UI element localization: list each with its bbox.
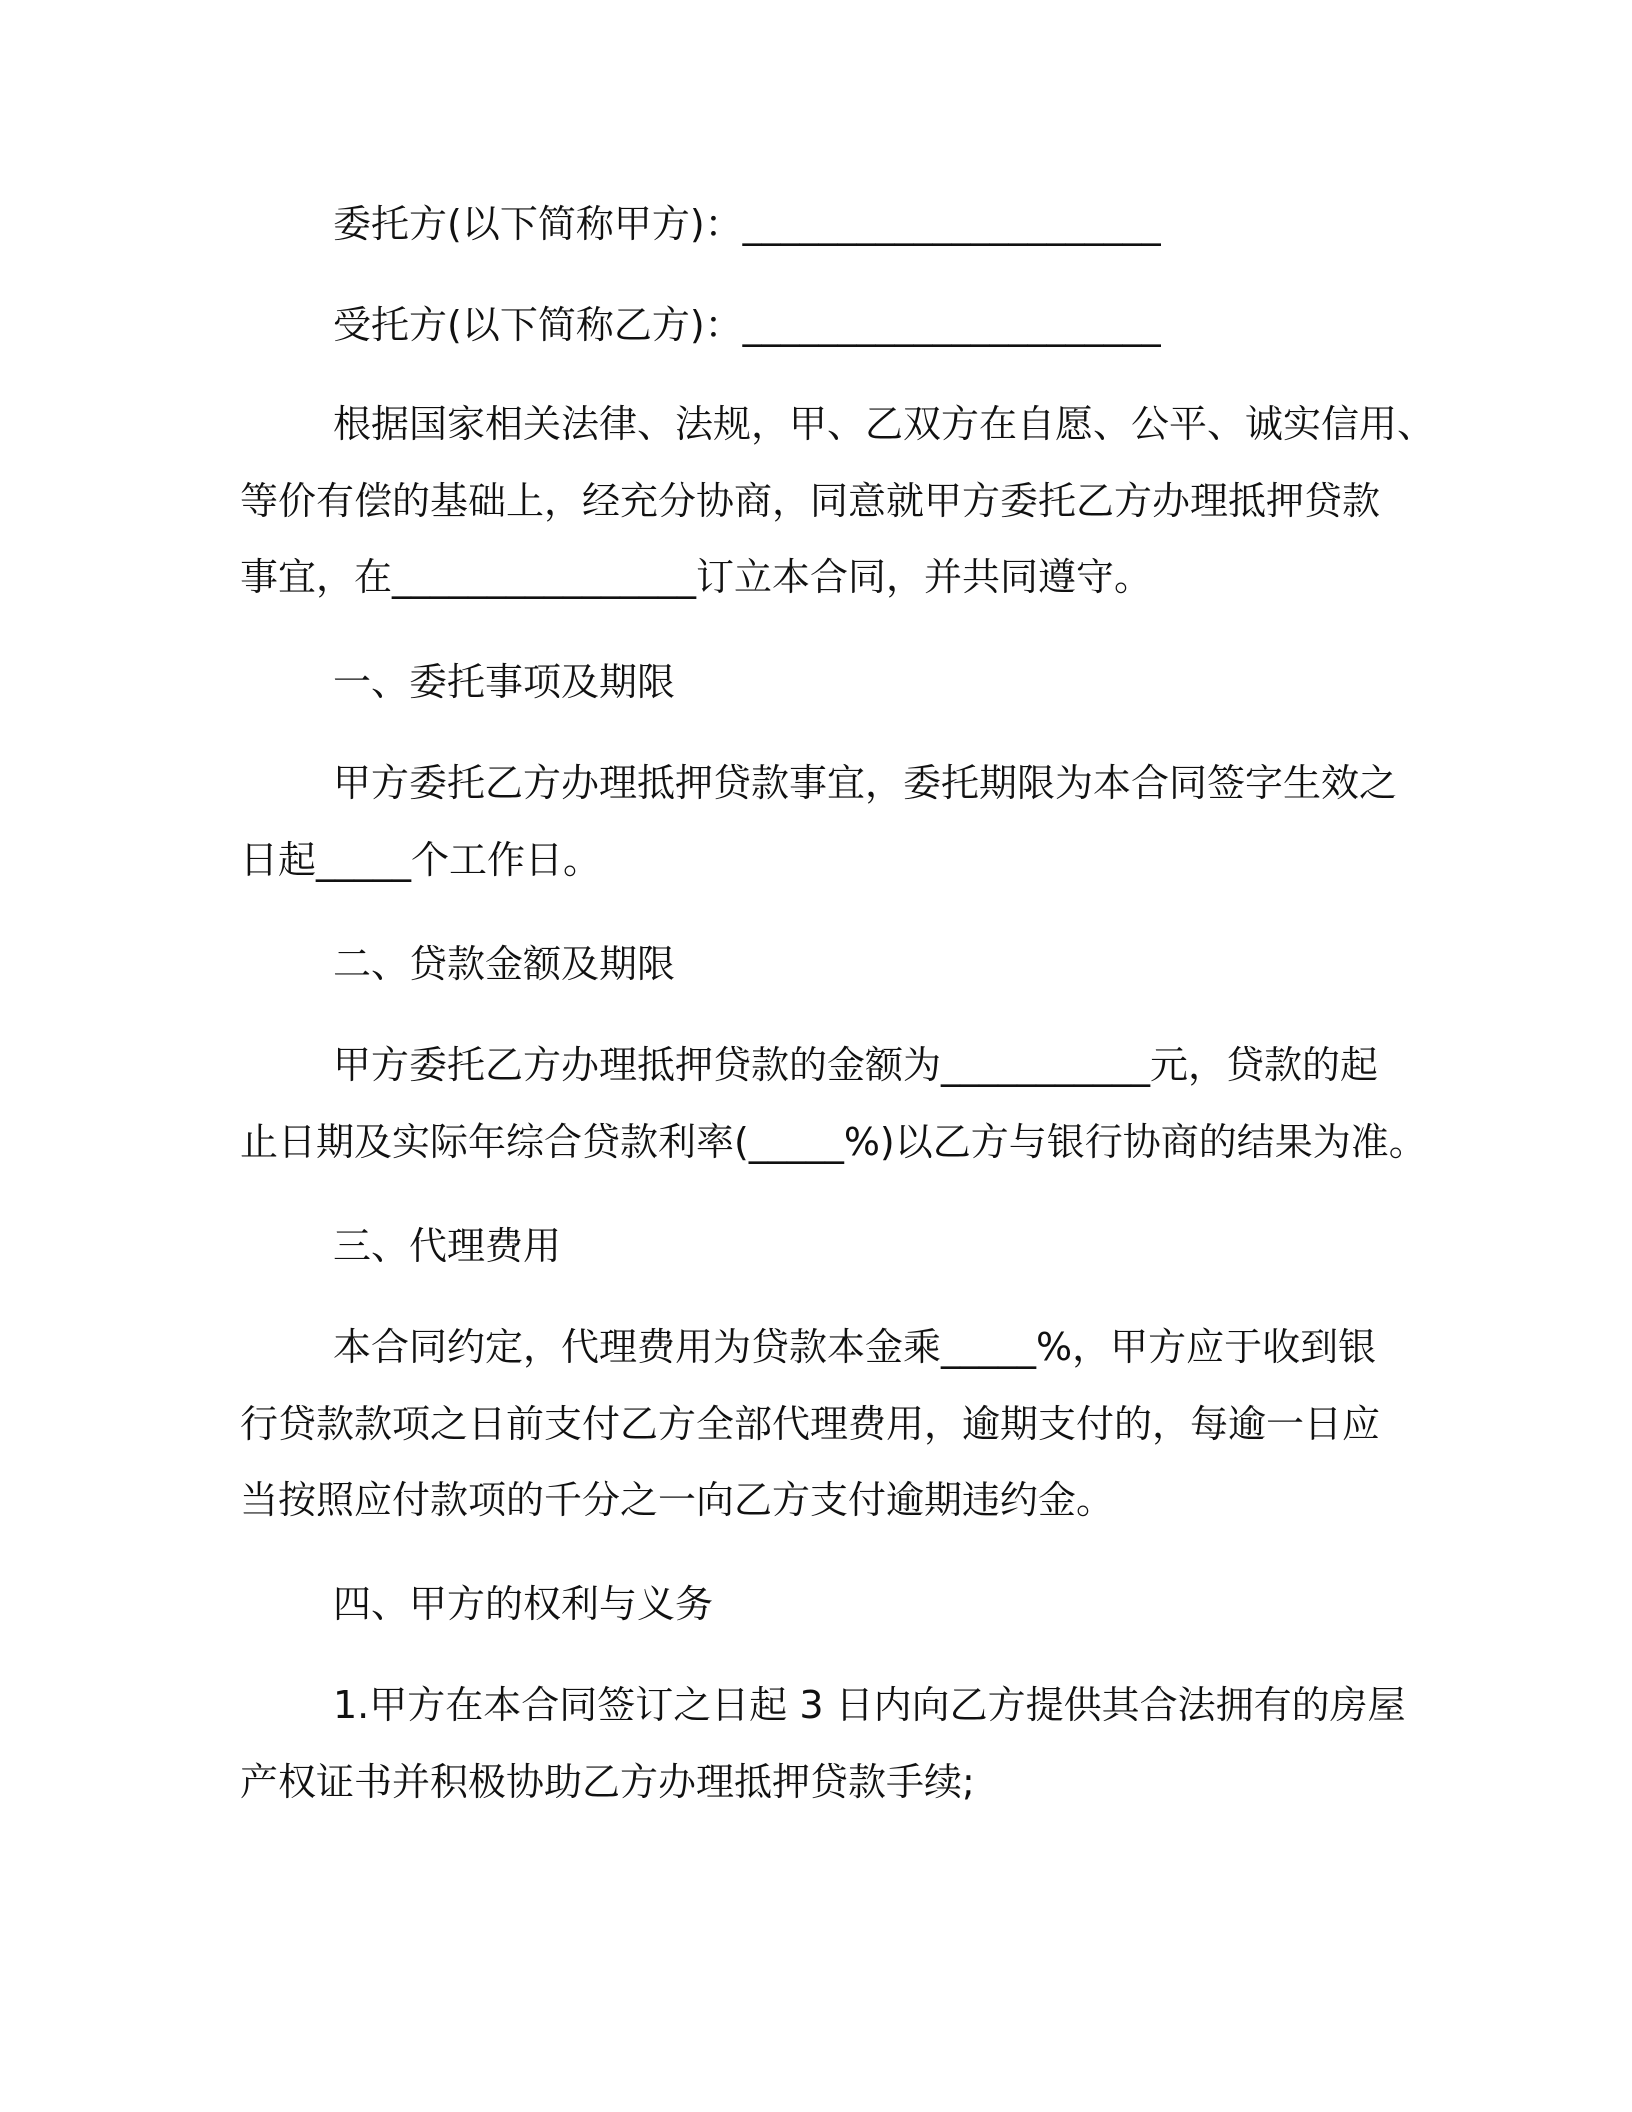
section-heading-4: 四、甲方的权利与义务 xyxy=(333,1582,714,1626)
section-heading-2: 二、贷款金额及期限 xyxy=(333,942,676,986)
section-1-line-2: 日起_____个工作日。 xyxy=(240,838,602,882)
section-1-line-1: 甲方委托乙方办理抵押贷款事宜，委托期限为本合同签字生效之 xyxy=(333,761,1398,805)
section-3-line-3: 当按照应付款项的千分之一向乙方支付逾期违约金。 xyxy=(240,1478,1115,1522)
section-heading-1: 一、委托事项及期限 xyxy=(333,660,676,704)
section-4-line-2: 产权证书并积极协助乙方办理抵押贷款手续; xyxy=(240,1760,975,1804)
section-4-line-1: 1.甲方在本合同签订之日起 3 日内向乙方提供其合法拥有的房屋 xyxy=(333,1683,1406,1727)
section-heading-3: 三、代理费用 xyxy=(333,1224,562,1268)
section-3-line-2: 行贷款款项之日前支付乙方全部代理费用，逾期支付的，每逾一日应 xyxy=(240,1402,1381,1446)
section-2-line-2: 止日期及实际年综合贷款利率(_____%)以乙方与银行协商的结果为准。 xyxy=(240,1120,1427,1164)
section-3-line-1: 本合同约定，代理费用为贷款本金乘_____%，甲方应于收到银 xyxy=(333,1325,1377,1369)
preamble-line-2: 等价有偿的基础上，经充分协商，同意就甲方委托乙方办理抵押贷款 xyxy=(240,479,1381,523)
preamble-line-1: 根据国家相关法律、法规，甲、乙双方在自愿、公平、诚实信用、 xyxy=(333,402,1436,446)
preamble-line-3: 事宜，在________________订立本合同，并共同遵守。 xyxy=(240,555,1153,599)
party-b-line: 受托方(以下简称乙方)：______________________ xyxy=(333,303,1161,347)
party-a-line: 委托方(以下简称甲方)：______________________ xyxy=(333,202,1161,246)
section-2-line-1: 甲方委托乙方办理抵押贷款的金额为___________元，贷款的起 xyxy=(333,1043,1379,1087)
